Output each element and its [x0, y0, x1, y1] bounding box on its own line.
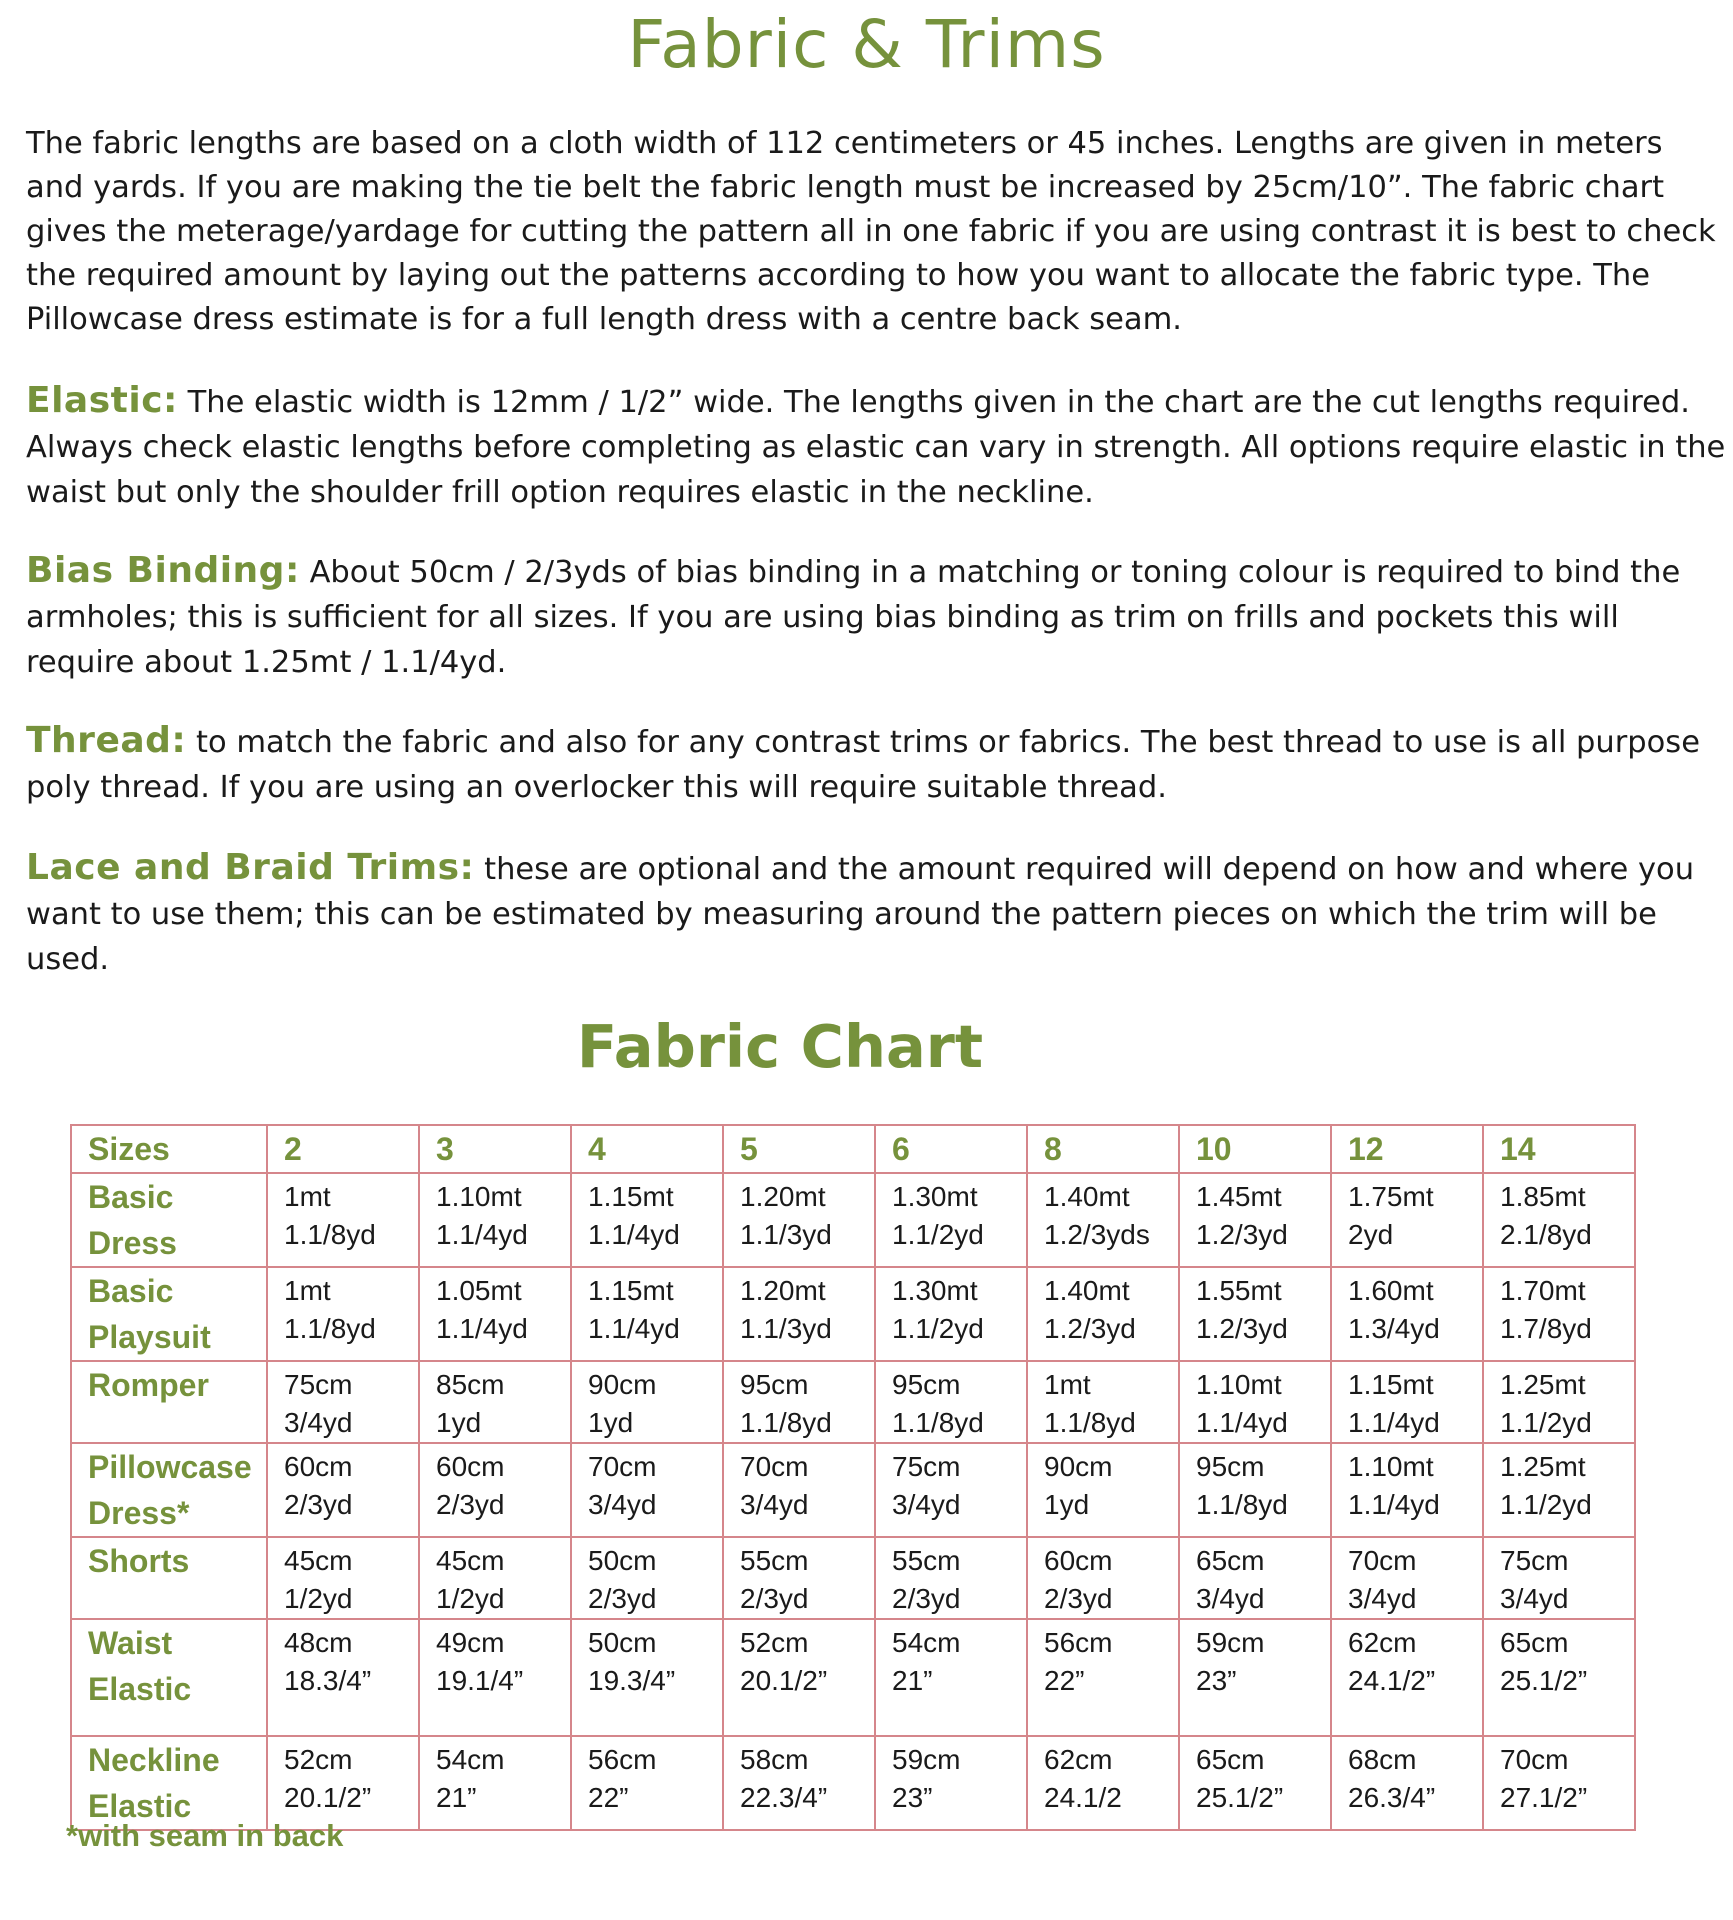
imperial-value: 1.1/2yd	[1500, 1407, 1592, 1438]
table-cell	[1483, 1537, 1635, 1619]
metric-value: 55cm	[740, 1545, 809, 1576]
table-cell	[1483, 1361, 1635, 1443]
imperial-value: 1.1/8yd	[284, 1219, 376, 1250]
table-cell	[1027, 1443, 1179, 1537]
column-header: 12	[1331, 1125, 1483, 1173]
imperial-value: 1.1/8yd	[284, 1313, 376, 1344]
metric-value: 60cm	[1044, 1545, 1113, 1576]
table-cell	[1027, 1173, 1179, 1267]
table-cell	[723, 1361, 875, 1443]
table-cell	[267, 1537, 419, 1619]
table-cell	[1179, 1619, 1331, 1736]
table-cell	[267, 1619, 419, 1736]
imperial-value: 19.1/4”	[436, 1665, 524, 1696]
row-label	[71, 1361, 267, 1443]
imperial-value: 1/2yd	[284, 1583, 353, 1614]
metric-value: 56cm	[1044, 1627, 1113, 1658]
imperial-value: 2/3yd	[892, 1583, 961, 1614]
imperial-value: 3/4yd	[892, 1489, 961, 1520]
imperial-value: 19.3/4”	[588, 1665, 676, 1696]
metric-value: 62cm	[1348, 1627, 1417, 1658]
imperial-value: 1.1/2yd	[892, 1219, 984, 1250]
metric-value: 68cm	[1348, 1744, 1417, 1775]
table-cell	[1179, 1361, 1331, 1443]
row-label	[71, 1736, 267, 1830]
section-text: these are optional and the amount required will depend on how and where you want to use them; this can be estimated by measuring around the pattern pieces on which the trim will be used.	[26, 852, 1695, 977]
column-header: 8	[1027, 1125, 1179, 1173]
table-cell	[267, 1173, 419, 1267]
table-cell	[1331, 1267, 1483, 1361]
imperial-value: 1yd	[1044, 1489, 1090, 1520]
row-label	[71, 1619, 267, 1736]
row-label-line: Shorts	[88, 1543, 190, 1579]
metric-value: 1.20mt	[740, 1181, 826, 1212]
metric-value: 70cm	[1348, 1545, 1417, 1576]
metric-value: 70cm	[1500, 1744, 1569, 1775]
imperial-value: 2/3yd	[588, 1583, 657, 1614]
table-cell	[723, 1537, 875, 1619]
imperial-value: 1.1/2yd	[1500, 1489, 1592, 1520]
imperial-value: 1.1/8yd	[740, 1407, 832, 1438]
table-cell	[1179, 1736, 1331, 1830]
metric-value: 75cm	[892, 1451, 961, 1482]
row-label-line: Waist	[88, 1625, 173, 1661]
table-cell	[571, 1173, 723, 1267]
row-label	[71, 1443, 267, 1537]
imperial-value: 1.1/4yd	[1196, 1407, 1288, 1438]
table-cell	[571, 1619, 723, 1736]
row-label-line: Playsuit	[88, 1319, 211, 1355]
metric-value: 45cm	[284, 1545, 353, 1576]
table-cell	[419, 1537, 571, 1619]
metric-value: 70cm	[588, 1451, 657, 1482]
table-cell	[1483, 1736, 1635, 1830]
row-label	[71, 1173, 267, 1267]
metric-value: 1.10mt	[436, 1181, 522, 1212]
imperial-value: 24.1/2	[1044, 1782, 1122, 1813]
imperial-value: 2yd	[1348, 1219, 1394, 1250]
row-label	[71, 1267, 267, 1361]
table-cell	[875, 1173, 1027, 1267]
table-cell	[723, 1443, 875, 1537]
imperial-value: 1.1/4yd	[1348, 1407, 1440, 1438]
row-label-line: Dress*	[88, 1495, 190, 1531]
row-label-line: Neckline	[88, 1742, 220, 1778]
imperial-value: 22”	[1044, 1665, 1085, 1696]
metric-value: 1.05mt	[436, 1275, 522, 1306]
column-header: 5	[723, 1125, 875, 1173]
table-cell	[875, 1736, 1027, 1830]
metric-value: 1.40mt	[1044, 1181, 1130, 1212]
table-cell	[571, 1537, 723, 1619]
metric-value: 1.15mt	[1348, 1369, 1434, 1400]
metric-value: 95cm	[892, 1369, 961, 1400]
table-cell	[875, 1537, 1027, 1619]
imperial-value: 1.2/3yd	[1044, 1313, 1136, 1344]
metric-value: 65cm	[1500, 1627, 1569, 1658]
table-cell	[267, 1267, 419, 1361]
table-cell	[419, 1173, 571, 1267]
metric-value: 52cm	[740, 1627, 809, 1658]
imperial-value: 25.1/2”	[1196, 1782, 1284, 1813]
imperial-value: 3/4yd	[1500, 1583, 1569, 1614]
imperial-value: 2/3yd	[740, 1583, 809, 1614]
metric-value: 59cm	[1196, 1627, 1265, 1658]
table-cell	[1179, 1267, 1331, 1361]
metric-value: 1.75mt	[1348, 1181, 1434, 1212]
imperial-value: 2/3yd	[284, 1489, 353, 1520]
elastic-section	[26, 378, 1726, 515]
metric-value: 1.70mt	[1500, 1275, 1586, 1306]
table-cell	[875, 1619, 1027, 1736]
row-label-line: Elastic	[88, 1671, 192, 1707]
metric-value: 1.25mt	[1500, 1369, 1586, 1400]
imperial-value: 2/3yd	[1044, 1583, 1113, 1614]
imperial-value: 1yd	[588, 1407, 634, 1438]
table-row	[71, 1173, 1635, 1267]
metric-value: 1.30mt	[892, 1275, 978, 1306]
metric-value: 1.45mt	[1196, 1181, 1282, 1212]
metric-value: 90cm	[588, 1369, 657, 1400]
imperial-value: 1yd	[436, 1407, 482, 1438]
metric-value: 1mt	[284, 1181, 331, 1212]
table-cell	[1179, 1537, 1331, 1619]
table-cell	[1483, 1443, 1635, 1537]
section-heading: Elastic:	[26, 380, 178, 421]
column-header: 4	[571, 1125, 723, 1173]
metric-value: 95cm	[1196, 1451, 1265, 1482]
table-cell	[875, 1361, 1027, 1443]
imperial-value: 1.3/4yd	[1348, 1313, 1440, 1344]
imperial-value: 3/4yd	[588, 1489, 657, 1520]
column-header: 14	[1483, 1125, 1635, 1173]
imperial-value: 3/4yd	[740, 1489, 809, 1520]
imperial-value: 2/3yd	[436, 1489, 505, 1520]
metric-value: 60cm	[284, 1451, 353, 1482]
imperial-value: 20.1/2”	[284, 1782, 372, 1813]
imperial-value: 1.1/4yd	[588, 1313, 680, 1344]
table-cell	[1331, 1537, 1483, 1619]
imperial-value: 21”	[436, 1782, 477, 1813]
row-label-line: Pillowcase	[88, 1449, 252, 1485]
table-cell	[1179, 1443, 1331, 1537]
fabric-chart-title: Fabric Chart	[576, 1012, 984, 1081]
metric-value: 95cm	[740, 1369, 809, 1400]
section-text: The elastic width is 12mm / 1/2” wide. The lengths given in the chart are the cut lengths required. Always check elastic lengths before completing as elastic can vary in strength. All options require elastic in the waist but only the shoulder frill option requires elastic in the neckline.	[26, 385, 1726, 510]
table-cell	[1331, 1736, 1483, 1830]
metric-value: 55cm	[892, 1545, 961, 1576]
table-cell	[267, 1443, 419, 1537]
metric-value: 75cm	[1500, 1545, 1569, 1576]
table-cell	[571, 1443, 723, 1537]
imperial-value: 21”	[892, 1665, 933, 1696]
metric-value: 54cm	[436, 1744, 505, 1775]
section-text: About 50cm / 2/3yds of bias binding in a matching or toning colour is required to bind the armholes; this is sufficient for all sizes. If you are using bias binding as trim on frills and pockets this will require about 1.25mt / 1.1/4yd.	[26, 555, 1681, 680]
table-cell	[723, 1173, 875, 1267]
table-row	[71, 1619, 1635, 1736]
imperial-value: 1.1/8yd	[1044, 1407, 1136, 1438]
table-cell	[1331, 1361, 1483, 1443]
imperial-value: 18.3/4”	[284, 1665, 372, 1696]
imperial-value: 1/2yd	[436, 1583, 505, 1614]
table-row	[71, 1537, 1635, 1619]
imperial-value: 22”	[588, 1782, 629, 1813]
table-cell	[875, 1267, 1027, 1361]
column-header: 2	[267, 1125, 419, 1173]
metric-value: 1.20mt	[740, 1275, 826, 1306]
metric-value: 58cm	[740, 1744, 809, 1775]
imperial-value: 1.1/4yd	[436, 1313, 528, 1344]
metric-value: 52cm	[284, 1744, 353, 1775]
table-cell	[571, 1267, 723, 1361]
imperial-value: 1.1/3yd	[740, 1219, 832, 1250]
imperial-value: 3/4yd	[284, 1407, 353, 1438]
metric-value: 1.15mt	[588, 1275, 674, 1306]
imperial-value: 23”	[1196, 1665, 1237, 1696]
table-cell	[723, 1736, 875, 1830]
table-cell	[1483, 1173, 1635, 1267]
row-label-line: Dress	[88, 1225, 177, 1261]
table-cell	[1027, 1619, 1179, 1736]
metric-value: 1.30mt	[892, 1181, 978, 1212]
metric-value: 56cm	[588, 1744, 657, 1775]
metric-value: 50cm	[588, 1627, 657, 1658]
imperial-value: 1.1/4yd	[588, 1219, 680, 1250]
table-cell	[571, 1736, 723, 1830]
imperial-value: 2.1/8yd	[1500, 1219, 1592, 1250]
metric-value: 1.25mt	[1500, 1451, 1586, 1482]
metric-value: 48cm	[284, 1627, 353, 1658]
section-text: to match the fabric and also for any contrast trims or fabrics. The best thread to use is all purpose poly thread. If you are using an overlocker this will require suitable thread.	[26, 725, 1700, 805]
imperial-value: 1.2/3yds	[1044, 1219, 1150, 1250]
table-header-row	[71, 1125, 1635, 1173]
table-cell	[1027, 1736, 1179, 1830]
lace-braid-section	[26, 845, 1726, 982]
metric-value: 1mt	[1044, 1369, 1091, 1400]
column-header: Sizes	[71, 1125, 267, 1173]
table-cell	[1027, 1537, 1179, 1619]
table-cell	[875, 1443, 1027, 1537]
table-cell	[419, 1361, 571, 1443]
metric-value: 1.10mt	[1196, 1369, 1282, 1400]
table-cell	[1027, 1267, 1179, 1361]
imperial-value: 22.3/4”	[740, 1782, 828, 1813]
table-cell	[267, 1361, 419, 1443]
column-header: 3	[419, 1125, 571, 1173]
row-label-line: Basic	[88, 1273, 174, 1309]
section-heading: Thread:	[26, 720, 187, 761]
imperial-value: 1.1/4yd	[1348, 1489, 1440, 1520]
table-row	[71, 1267, 1635, 1361]
metric-value: 50cm	[588, 1545, 657, 1576]
metric-value: 85cm	[436, 1369, 505, 1400]
metric-value: 65cm	[1196, 1545, 1265, 1576]
metric-value: 1.40mt	[1044, 1275, 1130, 1306]
metric-value: 49cm	[436, 1627, 505, 1658]
table-cell	[1483, 1267, 1635, 1361]
row-label	[71, 1537, 267, 1619]
imperial-value: 1.1/2yd	[892, 1313, 984, 1344]
table-cell	[1331, 1619, 1483, 1736]
metric-value: 54cm	[892, 1627, 961, 1658]
table-cell	[571, 1361, 723, 1443]
imperial-value: 25.1/2”	[1500, 1665, 1588, 1696]
table-row	[71, 1736, 1635, 1830]
section-heading: Bias Binding:	[26, 550, 300, 591]
column-header: 6	[875, 1125, 1027, 1173]
imperial-value: 27.1/2”	[1500, 1782, 1588, 1813]
imperial-value: 3/4yd	[1196, 1583, 1265, 1614]
table-cell	[1179, 1173, 1331, 1267]
thread-section	[26, 718, 1726, 810]
imperial-value: 1.1/8yd	[1196, 1489, 1288, 1520]
row-label-line: Romper	[88, 1367, 209, 1403]
metric-value: 1.10mt	[1348, 1451, 1434, 1482]
intro-paragraph: The fabric lengths are based on a cloth width of 112 centimeters or 45 inches. Lengths are given in meters and yards. If you are making the tie belt the fabric length must be increased by 25cm/10”. The fabric chart gives the meterage/yardage for cutting the pattern all in one fabric if you are using contrast it is best to check the required amount by laying out the patterns according to how you want to allocate the fabric type. The Pillowcase dress estimate is for a full length dress with a centre back seam.	[26, 126, 1716, 337]
table-cell	[419, 1443, 571, 1537]
metric-value: 75cm	[284, 1369, 353, 1400]
metric-value: 45cm	[436, 1545, 505, 1576]
table-cell	[723, 1619, 875, 1736]
table-cell	[419, 1619, 571, 1736]
imperial-value: 20.1/2”	[740, 1665, 828, 1696]
imperial-value: 1.2/3yd	[1196, 1313, 1288, 1344]
imperial-value: 1.7/8yd	[1500, 1313, 1592, 1344]
column-header: 10	[1179, 1125, 1331, 1173]
table-row	[71, 1361, 1635, 1443]
imperial-value: 24.1/2”	[1348, 1665, 1436, 1696]
metric-value: 90cm	[1044, 1451, 1113, 1482]
page-title: Fabric & Trims	[627, 6, 1106, 83]
metric-value: 62cm	[1044, 1744, 1113, 1775]
imperial-value: 1.1/4yd	[436, 1219, 528, 1250]
metric-value: 1mt	[284, 1275, 331, 1306]
imperial-value: 3/4yd	[1348, 1583, 1417, 1614]
imperial-value: 23”	[892, 1782, 933, 1813]
table-cell	[267, 1736, 419, 1830]
metric-value: 59cm	[892, 1744, 961, 1775]
table-cell	[419, 1267, 571, 1361]
metric-value: 1.55mt	[1196, 1275, 1282, 1306]
table-cell	[1331, 1173, 1483, 1267]
table-row	[71, 1443, 1635, 1537]
imperial-value: 26.3/4”	[1348, 1782, 1436, 1813]
bias-binding-section	[26, 548, 1726, 685]
row-label-line: Elastic	[88, 1788, 192, 1824]
imperial-value: 1.2/3yd	[1196, 1219, 1288, 1250]
row-label-line: Basic	[88, 1179, 174, 1215]
table-cell	[1331, 1443, 1483, 1537]
fabric-chart-table	[70, 1124, 1636, 1831]
imperial-value: 1.1/3yd	[740, 1313, 832, 1344]
footnote: *with seam in back	[66, 1818, 344, 1853]
imperial-value: 1.1/8yd	[892, 1407, 984, 1438]
table-cell	[1483, 1619, 1635, 1736]
metric-value: 1.60mt	[1348, 1275, 1434, 1306]
table-cell	[419, 1736, 571, 1830]
table-cell	[723, 1267, 875, 1361]
metric-value: 1.85mt	[1500, 1181, 1586, 1212]
metric-value: 65cm	[1196, 1744, 1265, 1775]
section-heading: Lace and Braid Trims:	[26, 847, 475, 888]
metric-value: 1.15mt	[588, 1181, 674, 1212]
table-cell	[1027, 1361, 1179, 1443]
metric-value: 60cm	[436, 1451, 505, 1482]
metric-value: 70cm	[740, 1451, 809, 1482]
